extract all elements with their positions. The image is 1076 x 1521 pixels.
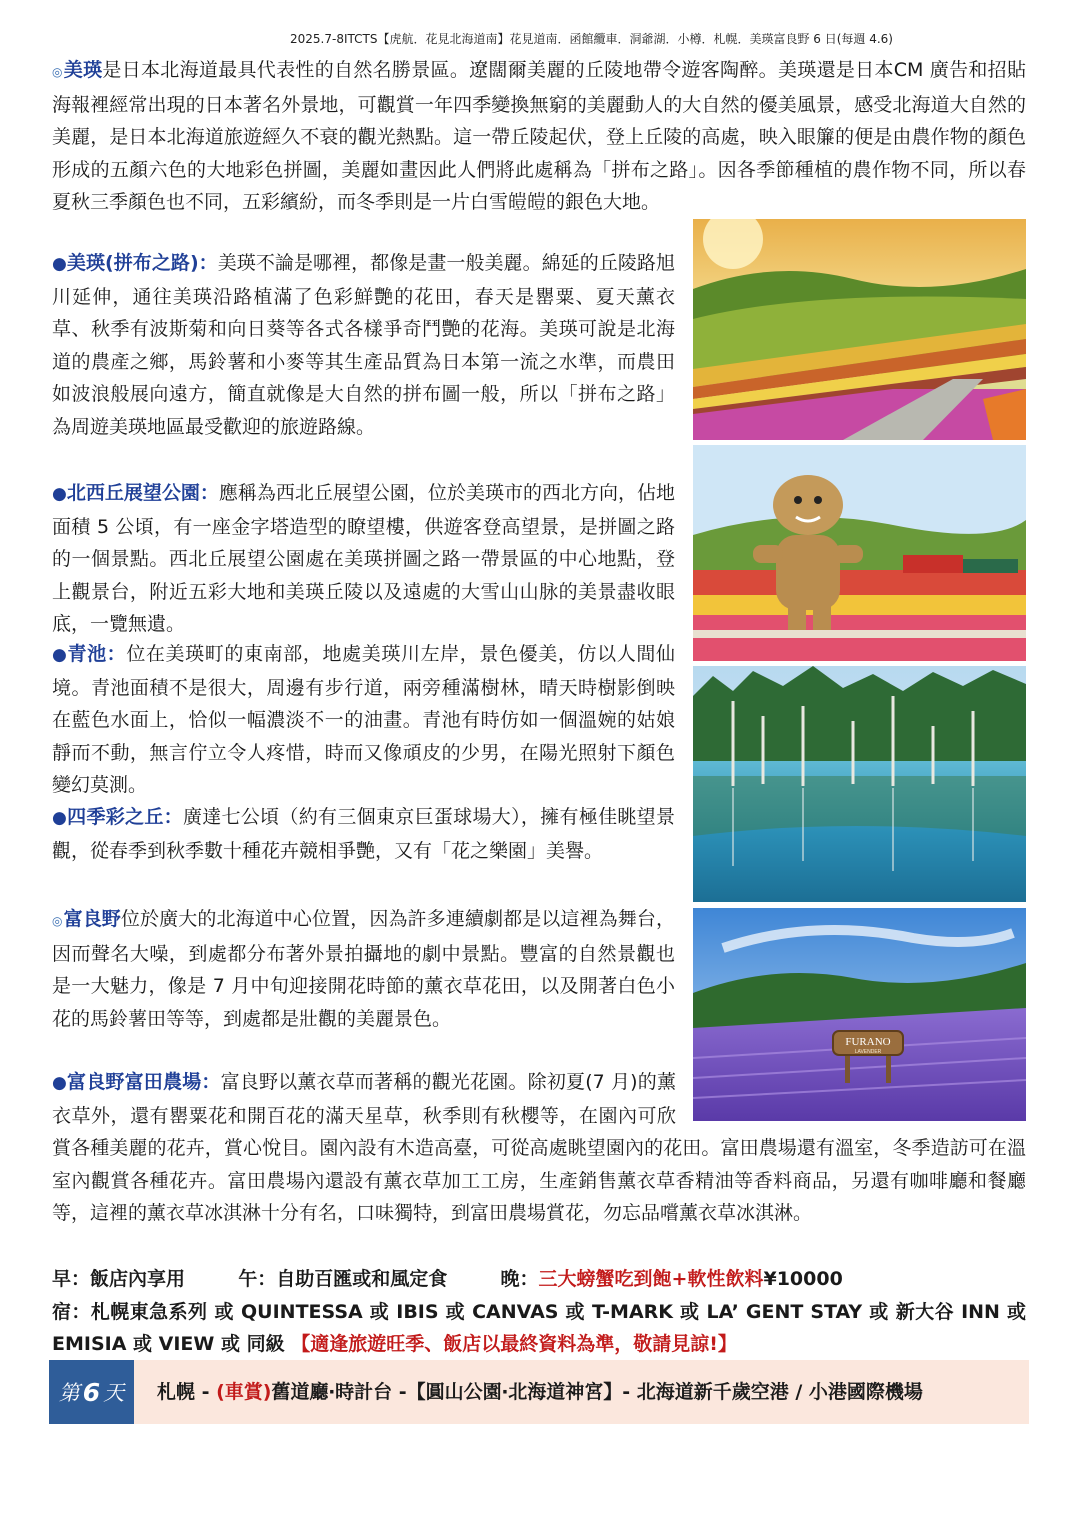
- meals-line: [52, 1263, 1026, 1295]
- bullet-dot-icon: ●: [52, 1073, 68, 1093]
- furano-sign-subtext: LAVENDER: [854, 1049, 882, 1055]
- hotel-note: 【適逢旅遊旺季、飯店以最終資料為準，敬請見諒!】: [291, 1333, 737, 1355]
- item-title: 北西丘展望公園：: [66, 482, 219, 504]
- item-text: 位在美瑛町的東南部，地處美瑛川左岸，景色優美，仿以人間仙境。青池面積不是很大，周邊有步行道，兩旁種滿樹林，晴天時樹影倒映在藍色水面上，恰似一幅濃淡不一的油畫。青池有時仿如一個溫婉的姑娘靜而不動，無言佇立令人疼惜，時而又像頑皮的少男，在陽光照射下顏色變幻莫測。: [52, 643, 675, 796]
- furano-sign-text: FURANO: [845, 1036, 891, 1048]
- item-text: 應稱為西北丘展望公園，位於美瑛市的西北方向，佔地面積 5 公頃，有一座金字塔造型的瞭望樓，供遊客登高望景，是拼圖之路的一個景點。西北丘展望公園處在美瑛拼圖之路一帶景區的中心地點，登上觀景台，附近五彩大地和美瑛丘陵以及遠處的大雪山山脉的美景盡收眼底，一覽無遺。: [52, 482, 675, 635]
- item-title: 四季彩之丘：: [67, 806, 183, 828]
- furano-lavender-photo: [693, 908, 1026, 1121]
- item-title: 青池：: [67, 643, 127, 665]
- circle-marker-icon: ◎: [52, 65, 63, 79]
- hotel-line: [52, 1296, 1026, 1360]
- item-patchwork: [52, 247, 675, 443]
- biei-intro: [52, 54, 1026, 219]
- furano-intro: [52, 903, 675, 1035]
- item-text: 美瑛不論是哪裡，都像是畫一般美麗。綿延的丘陵路旭川延伸，通往美瑛沿路植滿了色彩鮮艷的花田，春天是罌粟、夏天薰衣草、秋季有波斯菊和向日葵等各式各樣爭奇鬥艷的花海。美瑛可說是北海道的農產之鄉，馬鈴薯和小麥等其生產品質為日本第一流之水準，而農田如波浪般展向遠方，簡直就像是大自然的拼布圖一般，所以「拼布之路」為周遊美瑛地區最受歡迎的旅遊路線。: [52, 252, 675, 438]
- item-text: 廣達七公頃（約有三個東京巨蛋球場大），擁有極佳眺望景觀，從春季到秋季數十種花卉競相爭艷，又有「花之樂園」美譽。: [52, 806, 675, 862]
- bullet-dot-icon: ●: [52, 254, 67, 274]
- bullet-dot-icon: ●: [52, 808, 68, 828]
- route-rest: 舊道廳‧時計台 -【圓山公園‧北海道神宮】- 北海道新千歲空港 / 小港國際機場: [271, 1381, 923, 1403]
- furano-intro-text: 位於廣大的北海道中心位置，因為許多連續劇都是以這裡為舞台，因而聲名大噪，到處都分布著外景拍攝地的劇中景點。豐富的自然景觀也是一大魅力，像是 7 月中旬迎接開花時節的薰衣草花田，以及開著白色小花的馬鈴薯田等等，到處都是壯觀的美麗景色。: [52, 908, 675, 1030]
- item-blue-pond: [52, 638, 675, 802]
- lunch: 午：自助百匯或和風定食: [238, 1268, 448, 1290]
- circle-marker-icon: ◎: [52, 914, 63, 928]
- route-start: 札幌 -: [157, 1381, 217, 1403]
- shikisai-hill-photo: [693, 445, 1026, 661]
- dinner-label: 晚：: [500, 1268, 539, 1290]
- item-shikisai-hill: [52, 801, 675, 867]
- biei-intro-text: 是日本北海道最具代表性的自然名勝景區。遼闊爾美麗的丘陵地帶令遊客陶醉。美瑛還是日本CM 廣告和招貼海報裡經常出現的日本著名外景地，可觀賞一年四季變換無窮的美麗動人的大自然的優美風景，感受北海道大自然的美麗，是日本北海道旅遊經久不衰的觀光熱點。這一帶丘陵起伏，登上丘陵的高處，映入眼簾的便是由農作物的顏色形成的五顏六色的大地彩色拼圖，美麗如畫因此人們將此處稱為「拼布之路」。因各季節種植的農作物不同，所以春夏秋三季顏色也不同，五彩繽紛，而冬季則是一片白雪皚皚的銀色大地。: [52, 59, 1026, 213]
- bullet-dot-icon: ●: [52, 484, 67, 504]
- furano-title: 富良野: [63, 908, 121, 930]
- page-header: 2025.7-8ITCTS【虎航．花見北海道南】花見道南．函館纜車．洞爺湖．小樽．札幌．美瑛富良野 6 日(每週 4.6): [290, 32, 893, 46]
- day-number: 6: [82, 1377, 101, 1407]
- item-title: 富良野富田農場：: [67, 1071, 221, 1093]
- dinner-price: ¥10000: [763, 1268, 843, 1290]
- hotel-list: 宿：札幌東急系列 或 QUINTESSA 或 IBIS 或 CANVAS 或 T-MARK 或 LA’ GENT STAY 或 新大谷 INN 或 EMISIA 或 VIEW 或 同級: [52, 1301, 1026, 1355]
- dinner: 三大螃蟹吃到飽+軟性飲料: [538, 1268, 764, 1290]
- day-6-badge: [49, 1360, 134, 1424]
- day-suffix: 天: [103, 1381, 125, 1405]
- biei-title: 美瑛: [63, 59, 103, 81]
- item-northwest-park: [52, 477, 675, 641]
- route-car-tag: (車賞): [216, 1381, 272, 1403]
- breakfast: 早：飯店內享用: [52, 1268, 186, 1290]
- bullet-dot-icon: ●: [52, 645, 68, 665]
- patchwork-road-photo: [693, 219, 1026, 440]
- item-text: 富良野以薰衣草而著稱的觀光花園。除初夏(7 月)的薰衣草外，還有罌粟花和開百花的滿天星草，秋季則有秋櫻等，在園內可欣賞各種美麗的花卉，賞心悅目。園內設有木造高臺，可從高處眺望園內的花田。富田農場還有溫室，冬季造訪可在溫室內觀賞各種花卉。富田農場內還設有薰衣草加工工房，生產銷售薰衣草香精油等香料商品，另還有咖啡廳和餐廳等，這裡的薰衣草冰淇淋十分有名，口味獨特，到富田農場賞花，勿忘品嚐薰衣草冰淇淋。: [52, 1071, 1026, 1224]
- day-6-route: [157, 1360, 923, 1424]
- day-prefix: 第: [58, 1381, 80, 1405]
- blue-pond-photo: [693, 666, 1026, 902]
- day-6-bar: [49, 1360, 1029, 1424]
- item-title: 美瑛(拼布之路)：: [66, 252, 218, 274]
